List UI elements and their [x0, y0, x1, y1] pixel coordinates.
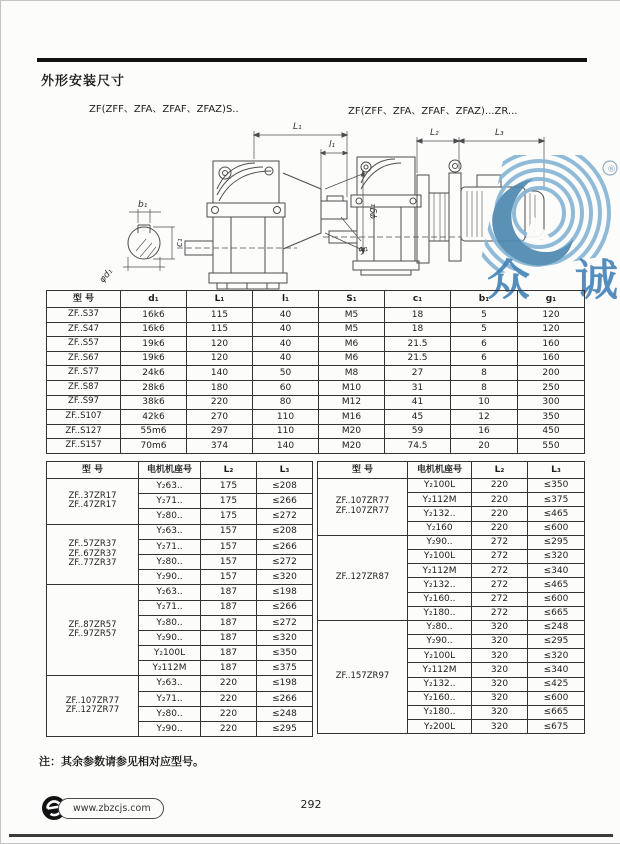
value-cell: 374: [187, 439, 253, 454]
value-cell: ≤665: [528, 606, 585, 620]
value-cell: 157: [201, 570, 257, 585]
column-header: S₁: [319, 291, 385, 308]
value-cell: 21.5: [385, 351, 451, 366]
dim-label-S2: S₂: [356, 243, 371, 258]
model-cell: ZF..S157: [47, 439, 121, 454]
value-cell: ≤600: [528, 592, 585, 606]
value-cell: 115: [187, 308, 253, 323]
value-cell: ≤248: [528, 620, 585, 634]
value-cell: 8: [451, 380, 518, 395]
value-cell: 115: [187, 322, 253, 337]
column-header: L₂: [201, 462, 257, 479]
value-cell: 45: [385, 410, 451, 425]
table-row: [47, 524, 313, 539]
value-cell: ≤248: [257, 706, 313, 721]
value-cell: 42k6: [121, 410, 187, 425]
value-cell: 55m6: [121, 424, 187, 439]
motor-frame-cell: Y₂112M: [408, 663, 472, 677]
value-cell: 270: [187, 410, 253, 425]
value-cell: 140: [253, 439, 319, 454]
table-row: [47, 395, 585, 410]
footnote: 注：其余参数请参见相对应型号。: [39, 755, 204, 768]
value-cell: 157: [201, 539, 257, 554]
column-header: 型 号: [318, 462, 408, 479]
motor-frame-cell: Y₂112M: [408, 564, 472, 578]
value-cell: 320: [472, 663, 528, 677]
value-cell: M12: [319, 395, 385, 410]
motor-frame-cell: Y₂132..: [408, 677, 472, 691]
value-cell: 250: [518, 380, 585, 395]
model-line: ZF..127ZR87: [335, 571, 390, 582]
value-cell: 272: [472, 549, 528, 563]
value-cell: 220: [201, 706, 257, 721]
value-cell: 120: [187, 351, 253, 366]
dim-label-c1: c₁: [175, 238, 185, 247]
value-cell: ≤272: [257, 615, 313, 630]
motor-frame-cell: Y₂160: [408, 521, 472, 535]
value-cell: ≤266: [257, 494, 313, 509]
value-cell: 140: [187, 366, 253, 381]
column-header: g₁: [518, 291, 585, 308]
value-cell: 16: [451, 424, 518, 439]
value-cell: 297: [187, 424, 253, 439]
value-cell: ≤198: [257, 585, 313, 600]
model-line: ZF..67ZR37: [68, 548, 117, 559]
value-cell: ≤272: [257, 554, 313, 569]
motor-frame-cell: Y₂180..: [408, 606, 472, 620]
table-row: [47, 424, 585, 439]
motor-frame-cell: Y₂200L: [408, 720, 472, 734]
dim-label-l1: l₁: [329, 140, 336, 150]
motor-frame-cell: Y₂132..: [408, 507, 472, 521]
column-header: L₂: [472, 462, 528, 479]
table-row: [318, 535, 585, 549]
dim-label-d1: φd₁: [97, 266, 116, 285]
model-line: ZF..57ZR37: [68, 538, 117, 549]
dimension-table: [46, 290, 585, 454]
value-cell: 59: [385, 424, 451, 439]
motor-frame-cell: Y₂63..: [139, 479, 201, 494]
value-cell: 160: [518, 351, 585, 366]
value-cell: 6: [451, 337, 518, 352]
value-cell: ≤272: [257, 509, 313, 524]
table-row: [318, 479, 585, 493]
value-cell: 31: [385, 380, 451, 395]
table-row: [47, 337, 585, 352]
motor-frame-cell: Y₂160..: [408, 592, 472, 606]
value-cell: ≤295: [528, 635, 585, 649]
table-row: [47, 380, 585, 395]
motor-frame-cell: Y₂100L: [408, 649, 472, 663]
watermark-char-cheng: 诚: [575, 256, 618, 306]
model-cell: [47, 585, 139, 676]
value-cell: ≤600: [528, 691, 585, 705]
motor-frame-cell: Y₂71..: [139, 600, 201, 615]
header-row: [47, 462, 313, 479]
value-cell: ≤266: [257, 691, 313, 706]
header-row: [318, 462, 585, 479]
value-cell: 19k6: [121, 351, 187, 366]
value-cell: 157: [201, 524, 257, 539]
value-cell: ≤350: [257, 646, 313, 661]
column-header: b₁: [451, 291, 518, 308]
value-cell: ≤320: [257, 630, 313, 645]
value-cell: 19k6: [121, 337, 187, 352]
motor-frame-cell: Y₂90..: [139, 630, 201, 645]
value-cell: 350: [518, 410, 585, 425]
model-line: ZF..47ZR17: [68, 500, 117, 511]
value-cell: 70m6: [121, 439, 187, 454]
value-cell: 6: [451, 351, 518, 366]
value-cell: 175: [201, 509, 257, 524]
motor-frame-cell: Y₂100L: [139, 646, 201, 661]
value-cell: 10: [451, 395, 518, 410]
value-cell: ≤320: [528, 549, 585, 563]
value-cell: ≤375: [528, 493, 585, 507]
value-cell: ≤465: [528, 507, 585, 521]
value-cell: ≤198: [257, 676, 313, 691]
model-cell: ZF..S107: [47, 410, 121, 425]
value-cell: 220: [201, 676, 257, 691]
model-cell: ZF..S77: [47, 366, 121, 381]
table-row: [318, 620, 585, 634]
value-cell: 272: [472, 564, 528, 578]
value-cell: 18: [385, 322, 451, 337]
value-cell: 120: [518, 308, 585, 323]
model-cell: ZF..S57: [47, 337, 121, 352]
column-header: L₃: [257, 462, 313, 479]
value-cell: 20: [451, 439, 518, 454]
value-cell: 40: [253, 308, 319, 323]
value-cell: 16k6: [121, 308, 187, 323]
value-cell: ≤340: [528, 564, 585, 578]
value-cell: ≤320: [528, 649, 585, 663]
value-cell: ≤665: [528, 706, 585, 720]
value-cell: 157: [201, 554, 257, 569]
value-cell: 272: [472, 606, 528, 620]
value-cell: 180: [187, 380, 253, 395]
column-header: L₁: [187, 291, 253, 308]
motor-frame-table-right: [317, 461, 585, 734]
watermark-char-zhong: 众: [487, 256, 530, 306]
value-cell: ≤208: [257, 524, 313, 539]
value-cell: 40: [253, 337, 319, 352]
table-row: [47, 351, 585, 366]
value-cell: ≤208: [257, 479, 313, 494]
value-cell: 40: [253, 322, 319, 337]
value-cell: ≤295: [528, 535, 585, 549]
value-cell: M8: [319, 366, 385, 381]
model-line: ZF..157ZR97: [335, 671, 390, 682]
dim-label-b1: b₁: [138, 200, 148, 210]
motor-frame-cell: Y₂80..: [139, 615, 201, 630]
value-cell: 320: [472, 635, 528, 649]
motor-frame-cell: Y₂112M: [139, 661, 201, 676]
value-cell: 12: [451, 410, 518, 425]
value-cell: 41: [385, 395, 451, 410]
motor-frame-cell: Y₂63..: [139, 585, 201, 600]
registered-mark: ®: [607, 165, 616, 175]
value-cell: 5: [451, 322, 518, 337]
model-cell: ZF..S37: [47, 308, 121, 323]
motor-frame-cell: Y₂90..: [139, 722, 201, 737]
column-header: 电机机座号: [408, 462, 472, 479]
value-cell: ≤600: [528, 521, 585, 535]
bottom-rule: [9, 834, 613, 837]
motor-frame-cell: Y₂80..: [139, 509, 201, 524]
value-cell: ≤320: [257, 570, 313, 585]
model-cell: ZF..S67: [47, 351, 121, 366]
table-row: [47, 479, 313, 494]
model-cell: [47, 524, 139, 585]
value-cell: 220: [472, 521, 528, 535]
value-cell: 160: [518, 337, 585, 352]
value-cell: ≤350: [528, 479, 585, 493]
motor-frame-cell: Y₂132..: [408, 578, 472, 592]
model-cell: [47, 479, 139, 525]
header-row: [47, 291, 585, 308]
motor-frame-cell: Y₂90..: [408, 535, 472, 549]
value-cell: 16k6: [121, 322, 187, 337]
column-header: L₃: [528, 462, 585, 479]
value-cell: 40: [253, 351, 319, 366]
column-header: c₁: [385, 291, 451, 308]
table-row: [47, 676, 313, 691]
value-cell: M5: [319, 322, 385, 337]
motor-frame-cell: Y₂90..: [408, 635, 472, 649]
value-cell: 74.5: [385, 439, 451, 454]
value-cell: 110: [253, 424, 319, 439]
model-line: ZF..107ZR77: [65, 695, 120, 706]
table-row: [47, 308, 585, 323]
value-cell: M6: [319, 351, 385, 366]
value-cell: ≤465: [528, 578, 585, 592]
model-cell: [318, 620, 408, 734]
value-cell: M5: [319, 308, 385, 323]
value-cell: 110: [253, 410, 319, 425]
model-line: ZF..107ZR77: [335, 505, 390, 516]
value-cell: 120: [518, 322, 585, 337]
motor-frame-cell: Y₂90..: [139, 570, 201, 585]
value-cell: 60: [253, 380, 319, 395]
model-line: ZF..127ZR77: [65, 705, 120, 716]
value-cell: 220: [472, 507, 528, 521]
value-cell: 272: [472, 578, 528, 592]
value-cell: 187: [201, 585, 257, 600]
value-cell: 220: [201, 691, 257, 706]
value-cell: 187: [201, 661, 257, 676]
page-title: 外形安装尺寸: [41, 74, 126, 89]
motor-frame-cell: Y₂71..: [139, 691, 201, 706]
value-cell: 320: [472, 620, 528, 634]
value-cell: 21.5: [385, 337, 451, 352]
value-cell: 38k6: [121, 395, 187, 410]
value-cell: 80: [253, 395, 319, 410]
value-cell: 320: [472, 706, 528, 720]
value-cell: 220: [472, 479, 528, 493]
value-cell: ≤425: [528, 677, 585, 691]
table-row: [47, 366, 585, 381]
model-cell: ZF..S47: [47, 322, 121, 337]
page-number: 292: [300, 798, 322, 811]
motor-frame-cell: Y₂180..: [408, 706, 472, 720]
column-header: d₁: [121, 291, 187, 308]
value-cell: 320: [472, 691, 528, 705]
value-cell: 220: [187, 395, 253, 410]
value-cell: 18: [385, 308, 451, 323]
value-cell: 272: [472, 535, 528, 549]
model-line: ZF..97ZR57: [68, 629, 117, 640]
website-url: www.zbzcjs.com: [58, 798, 164, 819]
model-line: ZF..77ZR37: [68, 558, 117, 569]
diagram-caption-left: ZF(ZFF、ZFA、ZFAF、ZFAZ)S..: [89, 104, 239, 115]
table-row: [47, 410, 585, 425]
value-cell: 220: [472, 493, 528, 507]
column-header: l₁: [253, 291, 319, 308]
value-cell: ≤295: [257, 722, 313, 737]
motor-frame-cell: Y₂71..: [139, 539, 201, 554]
diagram-caption-right: ZF(ZFF、ZFA、ZFAF、ZFAZ)...ZR...: [348, 106, 518, 117]
model-cell: ZF..S127: [47, 424, 121, 439]
column-header: 电机机座号: [139, 462, 201, 479]
dim-label-L2: L₂: [430, 128, 439, 138]
value-cell: 24k6: [121, 366, 187, 381]
value-cell: 200: [518, 366, 585, 381]
model-cell: [47, 676, 139, 737]
motor-frame-cell: Y₂112M: [408, 493, 472, 507]
value-cell: 187: [201, 646, 257, 661]
value-cell: 220: [201, 722, 257, 737]
value-cell: ≤266: [257, 539, 313, 554]
value-cell: 28k6: [121, 380, 187, 395]
dim-label-L3: L₃: [495, 128, 504, 138]
value-cell: 450: [518, 424, 585, 439]
value-cell: 187: [201, 615, 257, 630]
value-cell: 175: [201, 494, 257, 509]
dim-label-g1: φg₁: [368, 203, 378, 219]
value-cell: 8: [451, 366, 518, 381]
motor-frame-cell: Y₂63..: [139, 676, 201, 691]
value-cell: 50: [253, 366, 319, 381]
table-row: [47, 439, 585, 454]
motor-frame-cell: Y₂100L: [408, 549, 472, 563]
value-cell: 550: [518, 439, 585, 454]
value-cell: 320: [472, 720, 528, 734]
value-cell: ≤375: [257, 661, 313, 676]
motor-frame-cell: Y₂63..: [139, 524, 201, 539]
motor-frame-cell: Y₂80..: [139, 554, 201, 569]
motor-frame-cell: Y₂100L: [408, 479, 472, 493]
value-cell: ≤675: [528, 720, 585, 734]
value-cell: 27: [385, 366, 451, 381]
model-line: ZF..37ZR17: [68, 490, 117, 501]
table-row: [47, 585, 313, 600]
model-cell: [318, 479, 408, 536]
value-cell: 300: [518, 395, 585, 410]
value-cell: 187: [201, 600, 257, 615]
column-header: 型 号: [47, 291, 121, 308]
dim-label-L1: L₁: [293, 122, 302, 132]
value-cell: M16: [319, 410, 385, 425]
model-line: ZF..87ZR57: [68, 619, 117, 630]
motor-frame-cell: Y₂80..: [139, 706, 201, 721]
model-line: ZF..107ZR77: [335, 496, 390, 507]
value-cell: 187: [201, 630, 257, 645]
value-cell: 320: [472, 677, 528, 691]
value-cell: 120: [187, 337, 253, 352]
value-cell: 175: [201, 479, 257, 494]
motor-frame-cell: Y₂160..: [408, 691, 472, 705]
table-row: [47, 322, 585, 337]
motor-frame-table-left: [46, 461, 313, 737]
value-cell: 320: [472, 649, 528, 663]
top-rule: [37, 58, 587, 62]
value-cell: M20: [319, 439, 385, 454]
value-cell: M6: [319, 337, 385, 352]
model-cell: ZF..S87: [47, 380, 121, 395]
value-cell: ≤266: [257, 600, 313, 615]
model-cell: ZF..S97: [47, 395, 121, 410]
value-cell: ≤340: [528, 663, 585, 677]
value-cell: 5: [451, 308, 518, 323]
motor-frame-cell: Y₂71..: [139, 494, 201, 509]
value-cell: 272: [472, 592, 528, 606]
value-cell: M10: [319, 380, 385, 395]
column-header: 型 号: [47, 462, 139, 479]
model-cell: [318, 535, 408, 620]
motor-frame-cell: Y₂80..: [408, 620, 472, 634]
value-cell: M20: [319, 424, 385, 439]
